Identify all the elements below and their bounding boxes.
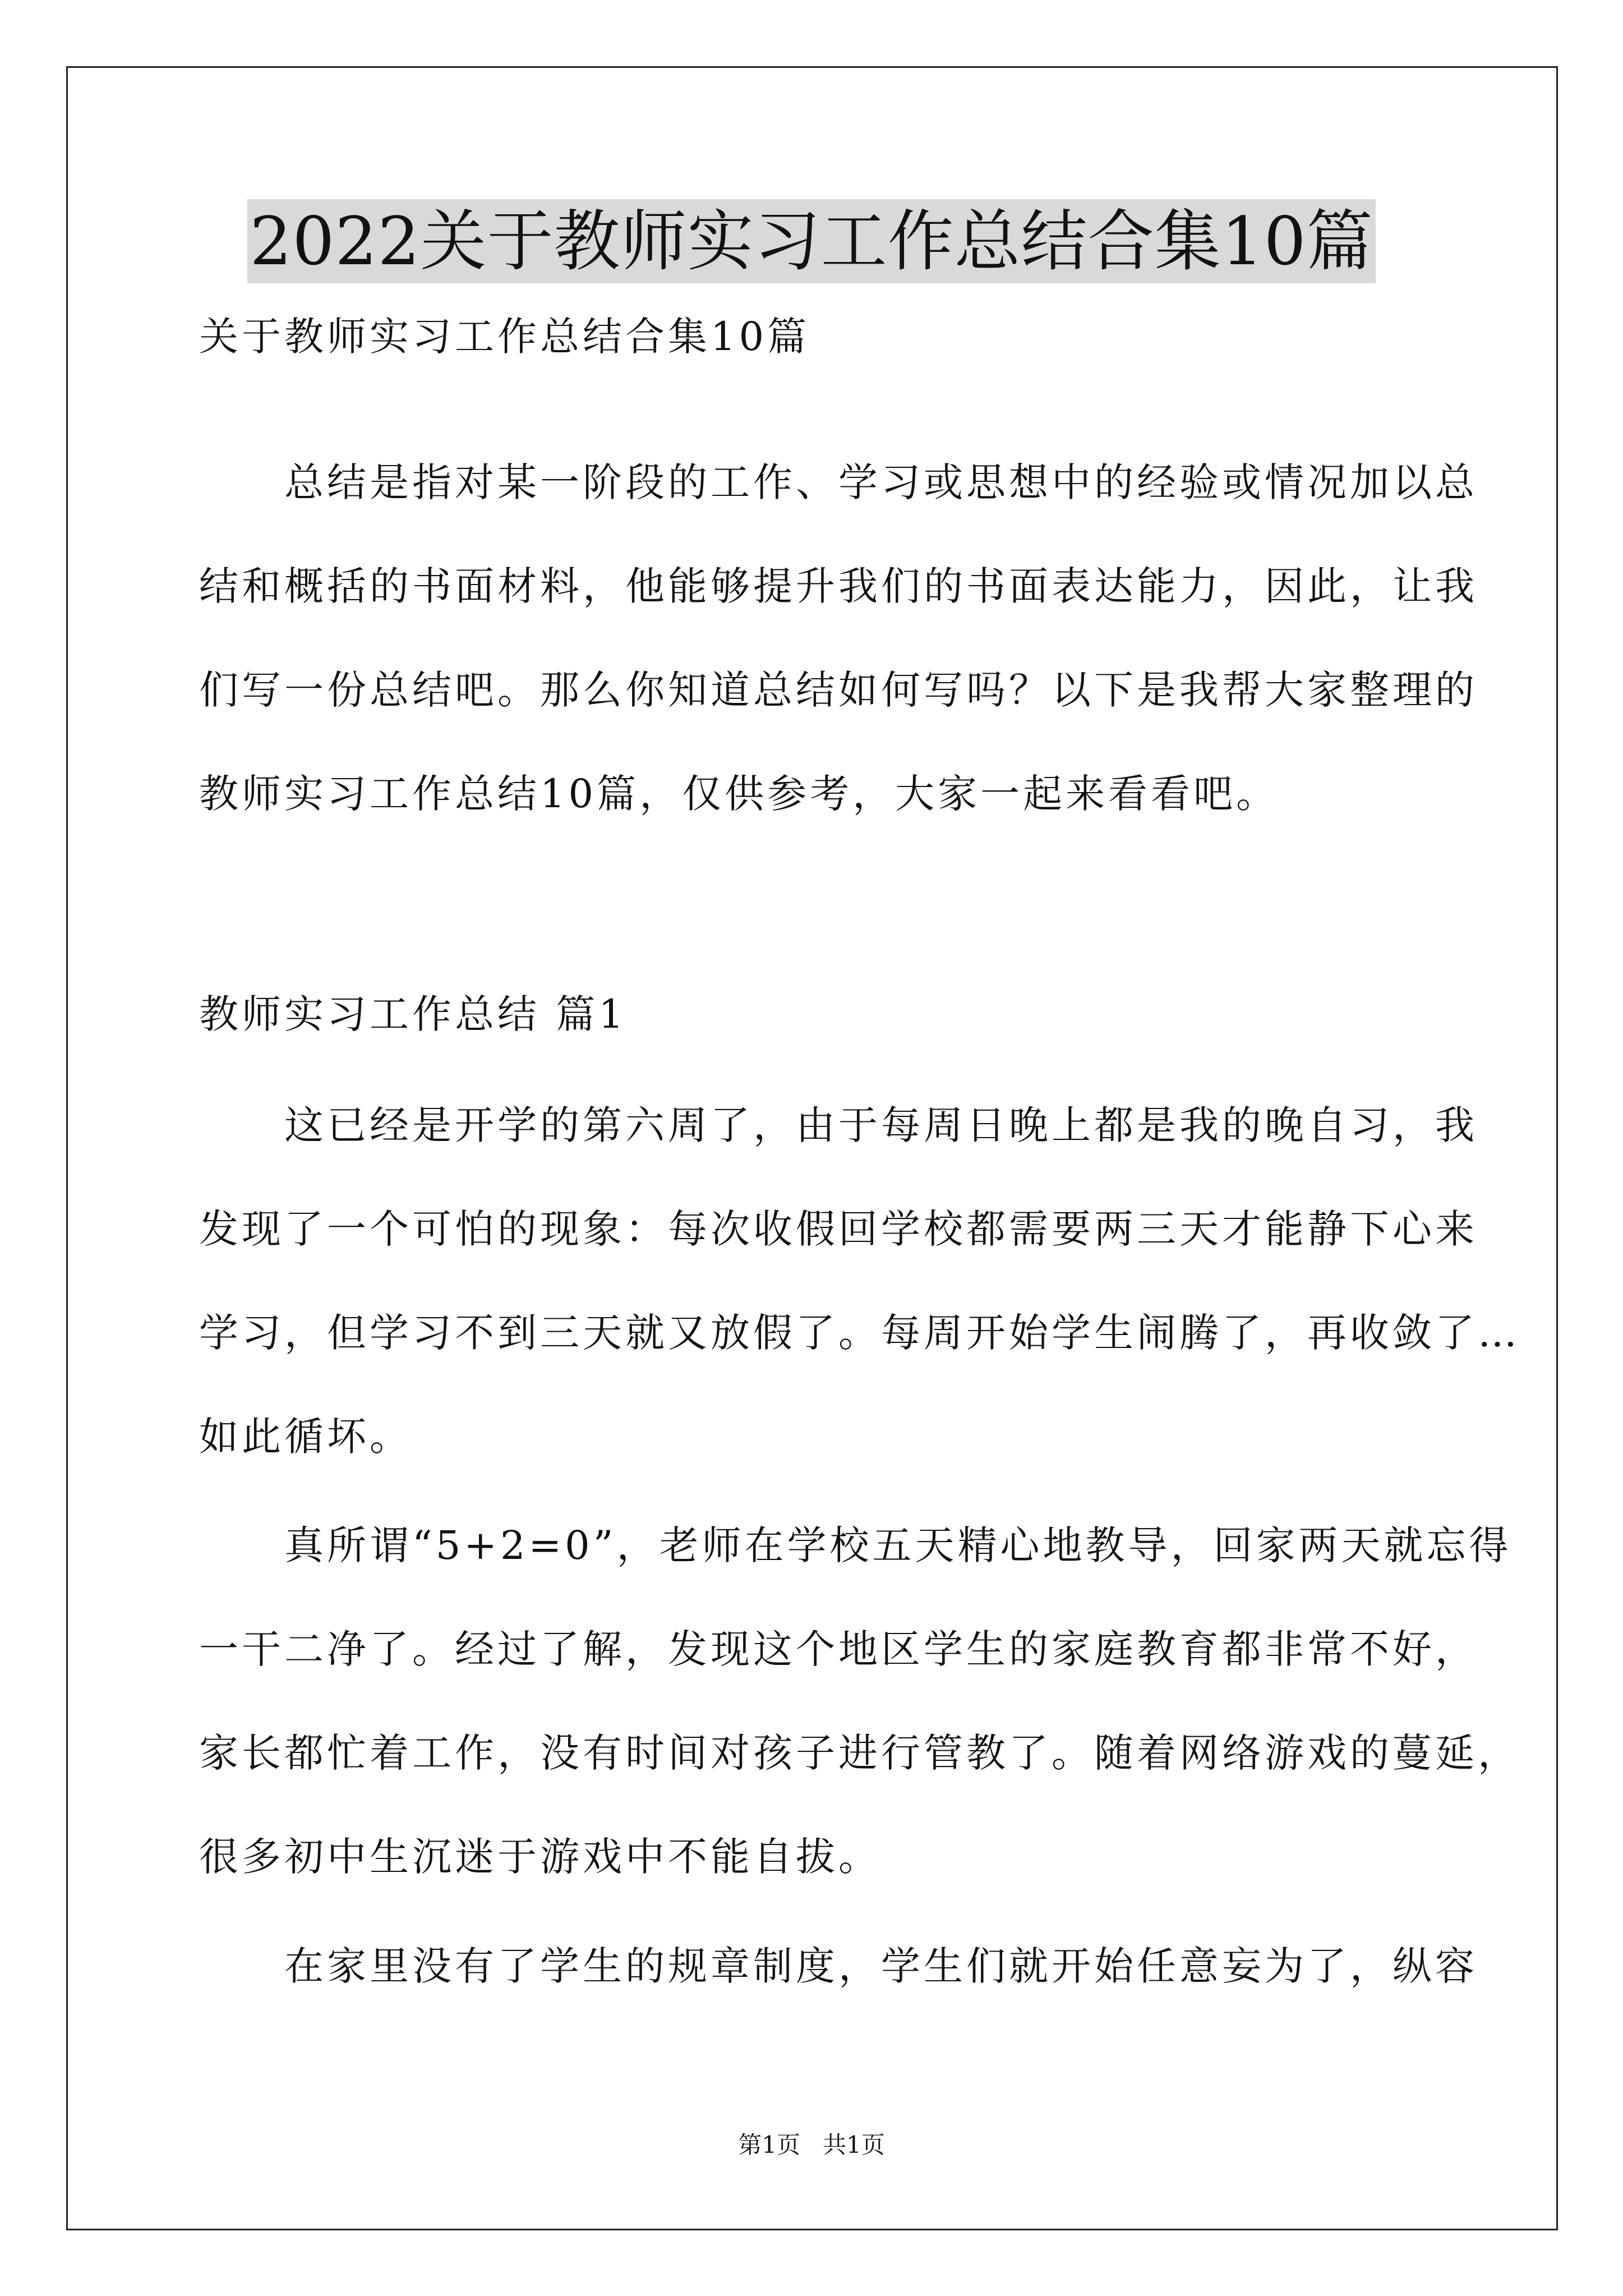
title-wrap bbox=[0, 199, 1623, 283]
subtitle-line: 关于教师实习工作总结合集10篇 bbox=[199, 314, 810, 360]
paragraph-line: 结和概括的书面材料，他能够提升我们的书面表达能力，因此，让我 bbox=[199, 563, 1478, 609]
paragraph-line: 如此循坏。 bbox=[199, 1414, 412, 1460]
paragraph-line: 一干二净了。经过了解，发现这个地区学生的家庭教育都非常不好， bbox=[199, 1626, 1478, 1672]
document-title: 2022关于教师实习工作总结合集10篇 bbox=[247, 199, 1375, 283]
page-total: 共1页 bbox=[823, 2131, 885, 2159]
paragraph-line: 教师实习工作总结10篇，仅供参考，大家一起来看看吧。 bbox=[199, 771, 1279, 817]
page-footer bbox=[0, 2129, 1623, 2161]
paragraph-line: 们写一份总结吧。那么你知道总结如何写吗？以下是我帮大家整理的 bbox=[199, 667, 1478, 713]
paragraph-line: 真所谓“5+2=0”，老师在学校五天精心地教导，回家两天就忘得 bbox=[199, 1522, 1512, 1568]
paragraph-line: 很多初中生沉迷于游戏中不能自拔。 bbox=[199, 1834, 881, 1880]
paragraph-line: 学习，但学习不到三天就又放假了。每周开始学生闹腾了，再收敛了… bbox=[199, 1310, 1520, 1356]
paragraph-line: 总结是指对某一阶段的工作、学习或思想中的经验或情况加以总 bbox=[199, 459, 1478, 505]
paragraph-line: 发现了一个可怕的现象：每次收假回学校都需要两三天才能静下心来 bbox=[199, 1206, 1478, 1252]
paragraph-line: 这已经是开学的第六周了，由于每周日晚上都是我的晚自习，我 bbox=[199, 1102, 1478, 1148]
paragraph-line: 在家里没有了学生的规章制度，学生们就开始任意妄为了，纵容 bbox=[199, 1943, 1478, 1989]
section-heading: 教师实习工作总结 篇1 bbox=[199, 991, 627, 1037]
page-number: 第1页 bbox=[738, 2131, 800, 2159]
paragraph-line: 家长都忙着工作，没有时间对孩子进行管教了。随着网络游戏的蔓延， bbox=[199, 1730, 1520, 1776]
